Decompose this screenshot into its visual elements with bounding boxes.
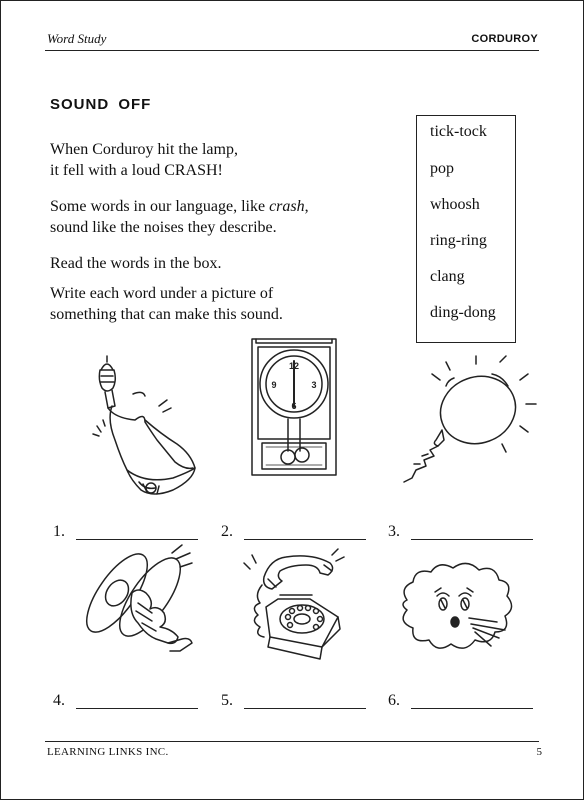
intro-line: sound like the noises they describe. (50, 219, 277, 236)
clock-number-6: 6 (291, 401, 297, 411)
intro-line: Read the words in the box. (50, 255, 222, 272)
word-box-item: clang (430, 268, 465, 285)
answer-blank-3[interactable] (411, 539, 533, 540)
page-number: 5 (536, 746, 542, 758)
intro-paragraph-3 (50, 253, 222, 274)
intro-line (50, 196, 309, 217)
balloon-icon (398, 360, 548, 490)
footer-publisher: LEARNING LINKS INC. (47, 746, 169, 758)
page-title: SOUND OFF (50, 96, 152, 113)
answer-blank-1[interactable] (76, 539, 198, 540)
answer-blank-4[interactable] (76, 708, 198, 709)
word-box-item: pop (430, 160, 454, 177)
intro-paragraph-2 (50, 196, 309, 238)
header-section: Word Study (47, 31, 107, 46)
intro-text: , (304, 198, 309, 215)
clock-number-12: 12 (288, 361, 300, 371)
answer-blank-2[interactable] (244, 539, 366, 540)
picture-number: 3. (388, 523, 400, 540)
intro-line: Write each word under a picture of (50, 285, 274, 302)
header-book-title: CORDUROY (471, 33, 538, 45)
clock-icon (250, 337, 340, 482)
clock-number-9: 9 (271, 380, 277, 390)
word-box-item: whoosh (430, 196, 480, 213)
answer-blank-6[interactable] (411, 708, 533, 709)
picture-number: 4. (53, 692, 65, 709)
answer-blank-5[interactable] (244, 708, 366, 709)
intro-line: something that can make this sound. (50, 306, 283, 323)
intro-paragraph-1 (50, 139, 238, 181)
word-box-item: ring-ring (430, 232, 487, 249)
intro-text: Some words in our language, like (50, 198, 270, 215)
intro-line: it fell with a loud CRASH! (50, 162, 223, 179)
picture-number: 6. (388, 692, 400, 709)
word-box-item: ding-dong (430, 304, 496, 321)
word-box (416, 115, 516, 343)
picture-number: 5. (221, 692, 233, 709)
telephone-icon (240, 547, 350, 667)
wind-cloud-icon (395, 560, 535, 665)
picture-number: 1. (53, 523, 65, 540)
intro-paragraph-4 (50, 283, 283, 325)
intro-line: When Corduroy hit the lamp, (50, 141, 238, 158)
clock-number-3: 3 (311, 380, 317, 390)
word-box-item: tick-tock (430, 123, 487, 140)
footer-rule (45, 741, 539, 742)
picture-number: 2. (221, 523, 233, 540)
bell-icon (85, 350, 205, 510)
cymbals-icon (72, 543, 202, 666)
header-rule (45, 50, 539, 51)
intro-italic-word: crash (269, 198, 305, 215)
